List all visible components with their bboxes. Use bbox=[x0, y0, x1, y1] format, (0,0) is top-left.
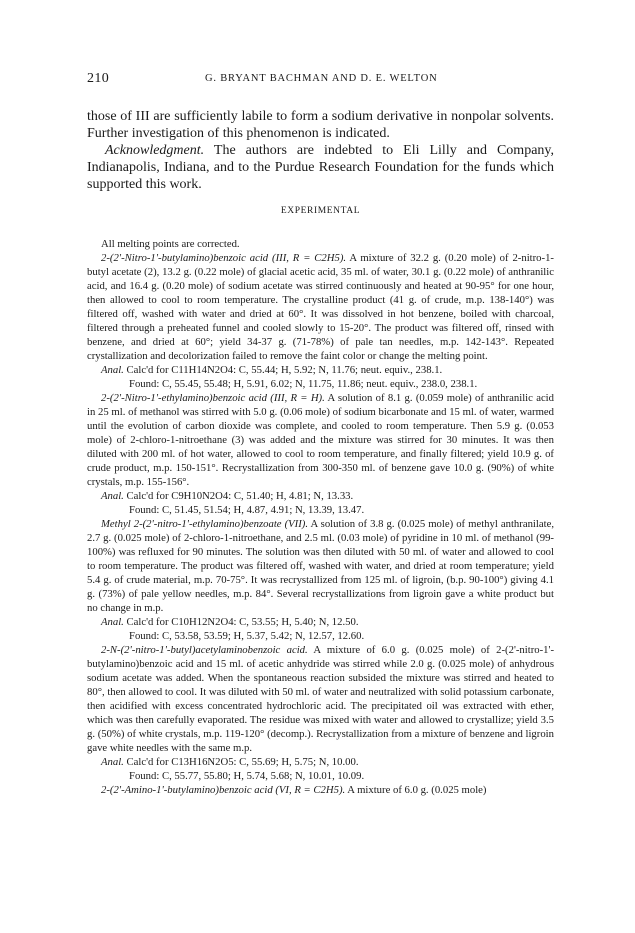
compound-2-found: Found: C, 51.45, 51.54; H, 4.87, 4.91; N, 13.39, 13.47. bbox=[129, 504, 365, 516]
section-heading: EXPERIMENTAL bbox=[280, 206, 361, 216]
analysis-label: Anal. bbox=[101, 490, 124, 502]
experimental-section bbox=[87, 237, 554, 797]
compound-3-text: A solution of 3.8 g. (0.025 mole) of methyl anthranilate, 2.7 g. (0.025 mole) of 2-chloro-1-nitroethane, and 2.5 ml. (0.03 mole) of pyridine in 10 ml. of methanol (99-100%) was refluxed for 90 minutes. The solution was then diluted with 50 ml. of water and allowed to cool to room temperature. The product was filtered off, washed with water, and dried at room temperature; yield 5.4 g. of crude material, m.p. 70-75°. It was recrystallized from 125 ml. of ligroin, (b.p. 90-100°) giving 4.1 g. (73%) of pale yellow needles, m.p. 84°. Several recrystallizations from ligroin gave a white product but no change in m.p. bbox=[87, 518, 554, 614]
compound-4-found: Found: C, 55.77, 55.80; H, 5.74, 5.68; N, 10.01, 10.09. bbox=[129, 770, 365, 782]
acknowledgment-label: Acknowledgment. bbox=[105, 143, 205, 158]
analysis-calc: Calc'd for C10H12N2O4: C, 53.55; H, 5.40; N, 12.50. bbox=[123, 616, 359, 628]
compound-4-paragraph bbox=[87, 643, 554, 755]
compound-4-title: 2-N-(2'-nitro-1'-butyl)acetylaminobenzoic acid. bbox=[101, 644, 308, 656]
running-head: G. BRYANT BACHMAN AND D. E. WELTON bbox=[205, 73, 438, 84]
compound-3-found: Found: C, 53.58, 53.59; H, 5.37, 5.42; N, 12.57, 12.60. bbox=[129, 630, 365, 642]
compound-3-paragraph bbox=[87, 517, 554, 615]
compound-3-analysis bbox=[87, 615, 554, 629]
compound-5-title: 2-(2'-Amino-1'-butylamino)benzoic acid (VI, R = C2H5). bbox=[101, 784, 346, 796]
analysis-label: Anal. bbox=[101, 616, 124, 628]
compound-4-analysis bbox=[87, 755, 554, 769]
page-header bbox=[87, 71, 557, 91]
analysis-calc: Calc'd for C13H16N2O5: C, 55.69; H, 5.75; N, 10.00. bbox=[123, 756, 359, 768]
intro-paragraph: those of III are sufficiently labile to form a sodium derivative in nonpolar solvents. Further investigation of this phenomenon is indicated. bbox=[87, 109, 554, 141]
analysis-label: Anal. bbox=[101, 756, 124, 768]
compound-2-title: 2-(2'-Nitro-1'-ethylamino)benzoic acid (III, R = H). bbox=[101, 392, 325, 404]
acknowledgment-text: The authors are indebted to Eli Lilly and Company, Indianapolis, Indiana, and to the Purdue Research Foundation for the funds which supported this work. bbox=[87, 143, 554, 192]
compound-1-title: 2-(2'-Nitro-1'-butylamino)benzoic acid (III, R = C2H5). bbox=[101, 252, 347, 264]
compound-2-text: A solution of 8.1 g. (0.059 mole) of anthranilic acid in 25 ml. of methanol was stirred with 5.0 g. (0.06 mole) of sodium bicarbonate and 15 ml. of water, warmed until the evolution of carbon dioxide was complete, and cooled to room temperature. Then 5.9 g. (0.053 mole) of 2-chloro-1-nitroethane (3) was added and the mixture was stirred for 30 minutes. It was then diluted with 200 ml. of hot water, allowed to cool to room temperature, and finally filtered; yield 10.9 g. of crude product, m.p. 150-151°. Recrystallization from 300-350 ml. of benzene gave 10.0 g. (90%) of white crystals, m.p. 155-156°. bbox=[87, 392, 554, 488]
compound-4-text: A mixture of 6.0 g. (0.025 mole) of 2-(2'-nitro-1'-butylamino)benzoic acid and 15 ml. of acetic anhydride was stirred while 2.0 g. (0.025 mole) of anhydrous sodium acetate was added. When the spontaneous reaction subsided the mixture was stirred and heated to 80°, then allowed to cool. It was diluted with 50 ml. of water and neutralized with solid potassium carbonate, then acidified with excess concentrated hydrochloric acid. The precipitated oil was extracted with ether, which was then carefully evaporated. The residue was mixed with water and allowed to crystallize; yield 3.5 g. (50%) of white crystals, m.p. 119-120° (decomp.). Recrystallization from a mixture of benzene and ligroin gave white needles with the same m.p. bbox=[87, 644, 554, 754]
page-number: 210 bbox=[87, 71, 110, 86]
analysis-calc: Calc'd for C11H14N2O4: C, 55.44; H, 5.92; N, 11.76; neut. equiv., 238.1. bbox=[123, 364, 443, 376]
compound-2-paragraph bbox=[87, 391, 554, 489]
compound-1-analysis bbox=[87, 363, 554, 377]
analysis-calc: Calc'd for C9H10N2O4: C, 51.40; H, 4.81; N, 13.33. bbox=[123, 490, 354, 502]
compound-5-text: A mixture of 6.0 g. (0.025 mole) bbox=[345, 784, 487, 796]
compound-3-title: Methyl 2-(2'-nitro-1'-ethylamino)benzoate (VII). bbox=[101, 518, 309, 530]
compound-5-paragraph bbox=[87, 783, 554, 797]
compound-1-paragraph bbox=[87, 251, 554, 363]
intro-text bbox=[87, 108, 554, 193]
compound-1-text: A mixture of 32.2 g. (0.20 mole) of 2-nitro-1-butyl acetate (2), 13.2 g. (0.22 mole) of glacial acetic acid, 35 ml. of water, 30.1 g. (0.22 mole) of anthranilic acid, and 16.4 g. (0.20 mole) of sodium acetate was stirred continuously and heated at 90-95° for one hour, then allowed to cool to room temperature. The crystalline product (41 g. of crude, m.p. 138-140°) was filtered off, washed with water and dried at 60°. It was dissolved in hot benzene, boiled with charcoal, filtered through a preheated funnel and cooled slowly to 15-20°. The product was filtered off, rinsed with benzene, and dried at 60°; yield 34-37 g. (71-78%) of pale tan needles, m.p. 142-143°. Repeated crystallization and decolorization failed to remove the faint color or change the melting point. bbox=[87, 252, 554, 362]
general-note: All melting points are corrected. bbox=[101, 238, 240, 250]
compound-2-analysis bbox=[87, 489, 554, 503]
analysis-label: Anal. bbox=[101, 364, 124, 376]
acknowledgment-paragraph bbox=[87, 142, 554, 193]
compound-1-found: Found: C, 55.45, 55.48; H, 5.91, 6.02; N, 11.75, 11.86; neut. equiv., 238.0, 238.1. bbox=[129, 378, 478, 390]
